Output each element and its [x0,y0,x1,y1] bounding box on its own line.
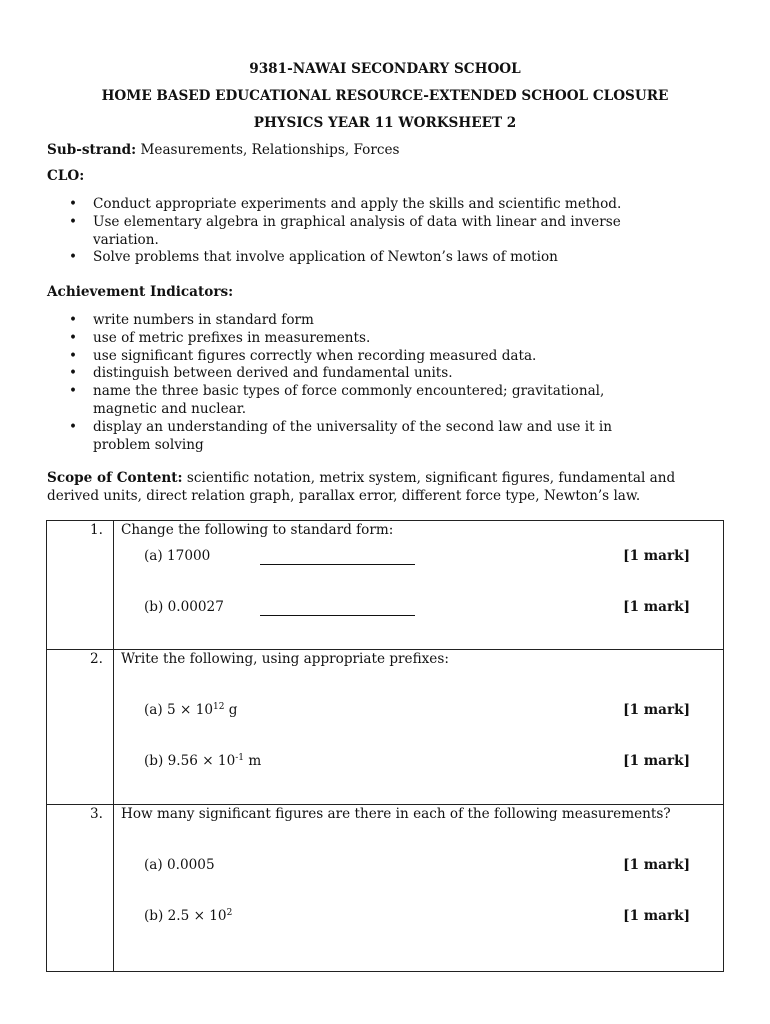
scope-value: scientific notation, metrix system, significant figures, fundamental and derived units, direct relation graph, parallax error, different force type, Newton’s law. [47,470,676,504]
list-item: • Solve problems that involve application of Newton’s laws of motion [47,249,697,267]
question-text: Change the following to standard form: [121,522,394,538]
part-label: (a) 17000 [144,548,211,564]
mark-label: [1 mark] [623,908,690,924]
scope-label: Scope of Content: [47,470,183,486]
question-number: 3. [90,806,103,822]
list-item: • distinguish between derived and fundamental units. [47,365,697,383]
substrand-line [47,142,399,158]
school-name: 9381-NAWAI SECONDARY SCHOOL [249,61,521,77]
substrand-value: Measurements, Relationships, Forces [136,142,400,158]
list-item: • name the three basic types of force commonly encountered; gravitational, magnetic and nuclear. [47,383,697,419]
indicators-list [47,312,697,454]
clo-list [47,196,697,267]
question-number: 2. [90,651,103,667]
part-label: (b) 0.00027 [144,599,224,615]
worksheet-title: PHYSICS YEAR 11 WORKSHEET 2 [253,115,517,131]
list-item: • Conduct appropriate experiments and apply the skills and scientific method. [47,196,697,214]
part-expression: (a) $5 \times 10^{12}$ g [144,702,238,718]
substrand-label: Sub-strand: [47,142,137,158]
answer-blank[interactable] [260,564,415,565]
question-text: Write the following, using appropriate prefixes: [121,651,449,667]
answer-blank[interactable] [260,615,415,616]
mark-label: [1 mark] [623,599,690,615]
program-title: HOME BASED EDUCATIONAL RESOURCE-EXTENDED SCHOOL CLOSURE [101,88,669,104]
indicators-label: Achievement Indicators: [47,284,234,300]
question-number: 1. [90,522,103,538]
part-expression: (b) $9.56 \times 10^{-1}$ m [144,753,262,769]
part-expression: (b) $2.5 \times 10^2$ [144,908,233,924]
list-item: • use significant figures correctly when recording measured data. [47,348,697,366]
mark-label: [1 mark] [623,753,690,769]
list-item: • write numbers in standard form [47,312,697,330]
mark-label: [1 mark] [623,548,690,564]
question-row [47,650,724,805]
part-label: (a) 0.0005 [144,857,215,873]
mark-label: [1 mark] [623,702,690,718]
list-item: • Use elementary algebra in graphical analysis of data with linear and inverse variation. [47,214,697,250]
list-item: • display an understanding of the universality of the second law and use it in problem solving [47,419,697,455]
scope-paragraph [47,469,727,505]
question-row [47,805,724,972]
questions-table [46,520,724,972]
question-row [47,521,724,650]
mark-label: [1 mark] [623,857,690,873]
list-item: • use of metric prefixes in measurements. [47,330,697,348]
clo-label: CLO: [47,168,85,184]
question-text: How many significant figures are there in each of the following measurements? [121,806,671,822]
